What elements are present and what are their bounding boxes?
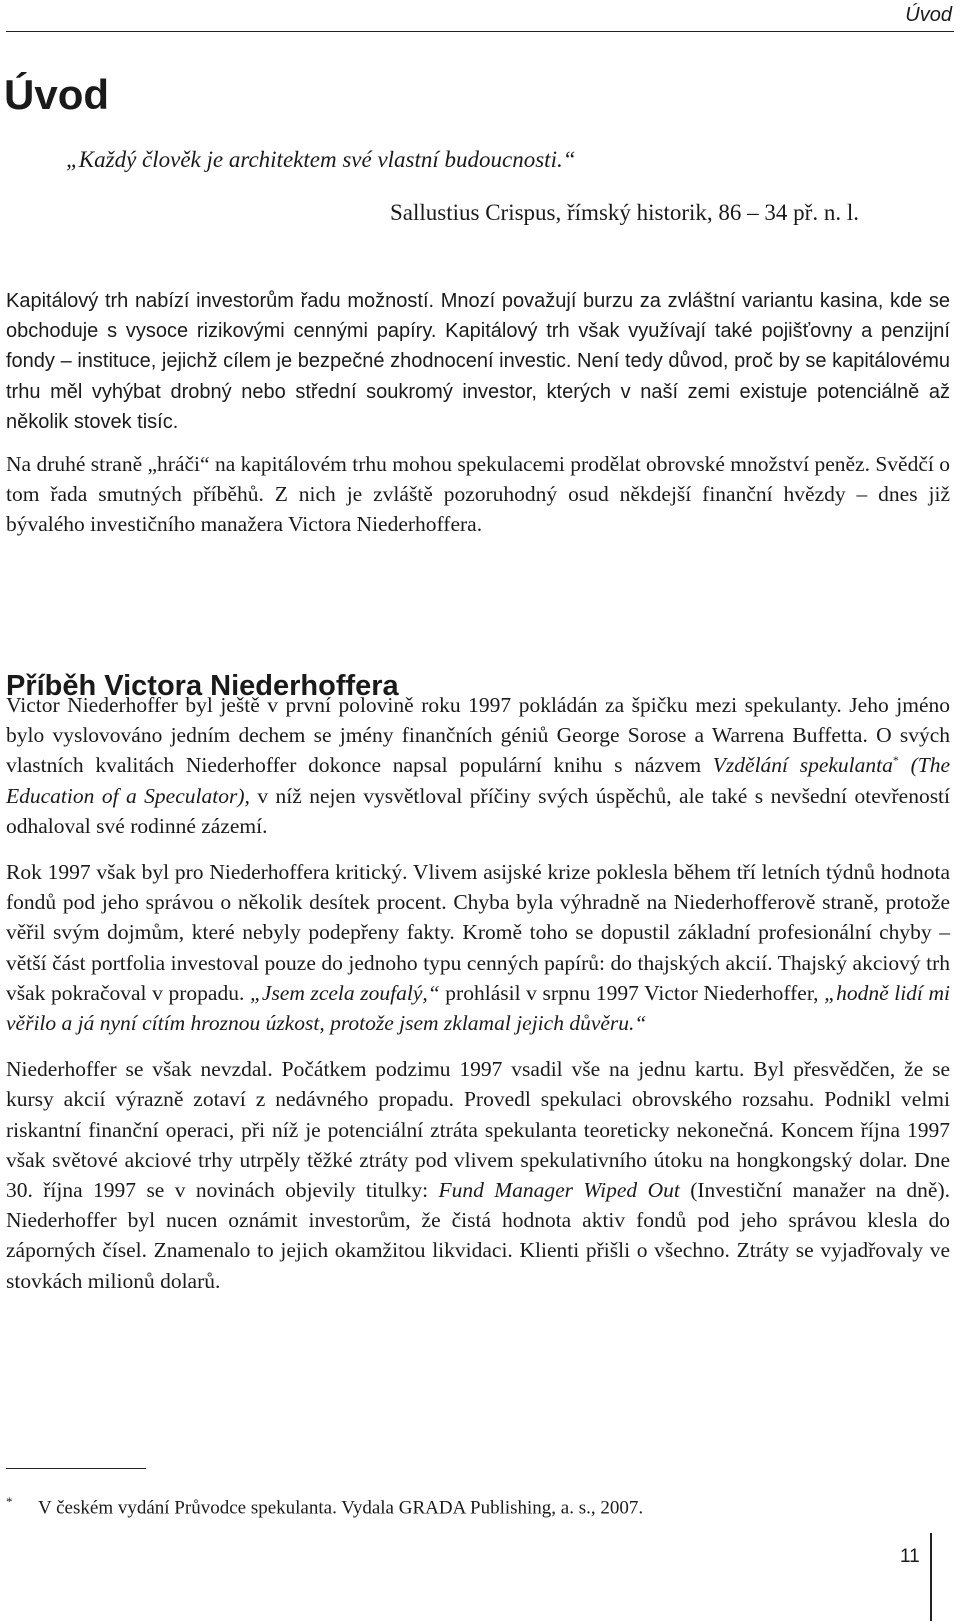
book-title-en: (The Education of a Speculator), [6, 753, 951, 808]
footnote-text: V českém vydání Průvodce spekulanta. Vydala GRADA Publishing, a. s., 2007. [38, 1497, 644, 1519]
section-paragraph-3 [6, 1054, 950, 1296]
newspaper-headline: Fund Manager Wiped Out [438, 1178, 680, 1203]
book-title-cz: Vzdělání spekulanta [712, 753, 893, 778]
section-text [6, 690, 950, 1296]
intro-paragraph-1: Kapitálový trh nabízí investorům řadu možností. Mnozí považují burzu za zvláštní variantu kasina, kde se obchoduje s vysoce rizikovými cennými papíry. Kapitálový trh však využívají také pojišťovny a penzijní fondy – instituce, jejichž cílem je bezpečné zhodnocení investic. Není tedy důvod, proč by se kapitálovému trhu měl vyhýbat drobný nebo střední soukromý investor, kterých v naší zemi existuje potenciálně až několik stovek tisíc. [6, 290, 950, 433]
intro-paragraph-2: Na druhé straně „hráči“ na kapitálovém trhu mohou spekulacemi prodělat obrovské množství peněz. Svědčí o tom řada smutných příběhů. Z nich je zvláště pozoruhodný osud někdejší finanční hvězdy – dnes již bývalého investičního manažera Victora Niederhoffera. [6, 452, 950, 537]
paragraph-text: prohlásil v srpnu 1997 Victor Niederhoffer, [439, 980, 825, 1005]
intro-text [6, 286, 950, 540]
quote-inline: „hodně lidí mi věřilo a já nyní cítím hroznou úzkost, protože jsem zklamal jejich důvěru.“ [6, 980, 950, 1036]
paragraph-text: Rok 1997 však byl pro Niederhoffera kritický. Vlivem asijské krize poklesla během tří letních týdnů hodnota fondů pod jeho správou o několik desítek procent. Chyba byla výhradně na Niederhofferově straně, protože věřil svým dojmům, které nebyly podepřeny fakty. Kromě toho se dopustil základní profesionální chyby – větší část portfolia investoval pouze do jednoho typu cenných papírů: do thajských akcií. Thajský akciový trh však pokračoval v propadu. [6, 860, 950, 1005]
section-paragraph-2 [6, 857, 950, 1038]
paragraph-text: (Investiční manažer na dně). Niederhoffer byl nucen oznámit investorům, že čistá hodnota aktiv fondů pod jeho správou klesla do záporných čísel. Znamenalo to jejich okamžitou likvidaci. Klienti přišli o všechno. Ztráty se vyjadřovaly ve stovkách milionů dolarů. [6, 1178, 951, 1293]
running-head: Úvod [905, 4, 952, 26]
footnote [6, 1490, 946, 1520]
paragraph-text: Niederhoffer se však nevzdal. Počátkem podzimu 1997 vsadil vše na jednu kartu. Byl přesvědčen, že se kursy akcií výrazně zotaví z nedávného propadu. Provedl spekulaci obrovského rozsahu. Podnikl velmi riskantní finanční operaci, při níž je potenciální ztráta spekulanta teoreticky nekonečná. Koncem října 1997 však světové akciové trhy utrpěly těžké ztráty pod vlivem spekulativního útoku na hongkongský dolar. Dne 30. října 1997 se v novinách objevily titulky: [6, 1057, 950, 1203]
paragraph-text: Victor Niederhoffer byl ještě v první polovině roku 1997 pokládán za špičku mezi spekulanty. Jeho jméno bylo vyslovováno jedním dechem se jmény finančních géniů George Sorose a Warrena Buffetta. O svých vlastních kvalitách Niederhoffer dokonce napsal populární knihu s názvem [6, 693, 950, 778]
footnote-reference: * [892, 753, 899, 768]
epigraph-attribution: Sallustius Crispus, římský historik, 86 – 34 př. n. l. [390, 200, 859, 225]
page-number-rule [930, 1533, 932, 1621]
page-number: 11 [900, 1546, 920, 1567]
chapter-title: Úvod [4, 71, 109, 118]
section-title: Příběh Victora Niederhoffera [6, 670, 399, 702]
section-paragraph-1 [6, 690, 950, 841]
header-rule [6, 31, 954, 32]
footnote-mark: * [6, 1494, 13, 1509]
quote-inline: „Jsem zcela zoufalý,“ [249, 980, 440, 1005]
footnote-rule [6, 1468, 146, 1469]
epigraph-quote: „Každý člověk je architektem své vlastní budoucnosti.“ [66, 147, 576, 172]
paragraph-text: v níž nejen vysvětloval příčiny svých úspěchů, ale také s nevšední otevřeností odhaloval své rodinné zázemí. [6, 783, 951, 838]
